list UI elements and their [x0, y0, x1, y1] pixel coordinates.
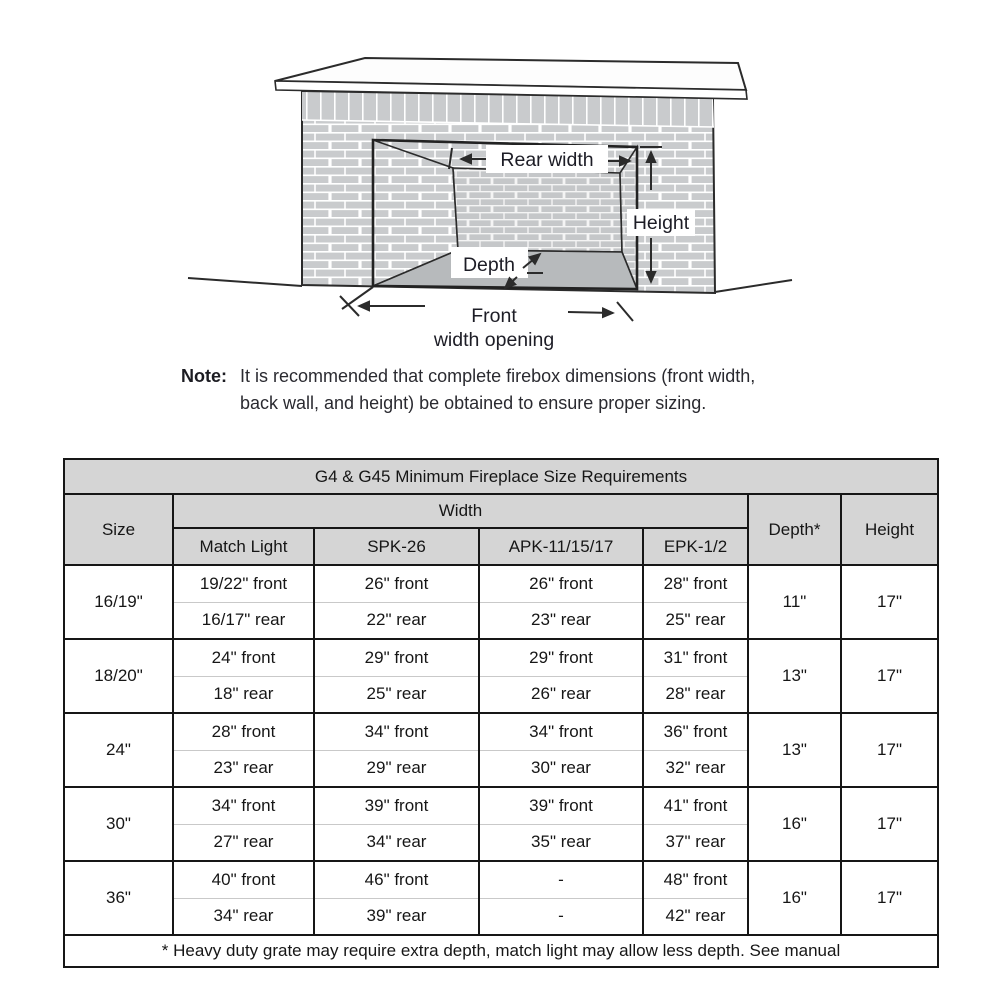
spk26-front-cell: 34" front — [314, 713, 479, 750]
apk-front-cell: 39" front — [479, 787, 643, 824]
table-row — [64, 639, 938, 676]
note-line2: back wall, and height) be obtained to ensure proper sizing. — [240, 393, 707, 413]
table-title: G4 & G45 Minimum Fireplace Size Requirements — [64, 459, 938, 494]
match-light-front-cell: 24" front — [173, 639, 314, 676]
epk-rear-cell: 25" rear — [643, 602, 748, 639]
depth-cell: 13" — [748, 639, 841, 713]
epk-rear-cell: 32" rear — [643, 750, 748, 787]
col-header-height: Height — [841, 494, 938, 565]
epk-front-cell: 28" front — [643, 565, 748, 602]
size-cell: 30" — [64, 787, 173, 861]
front-width-label-line2: width opening — [433, 329, 555, 351]
spk26-rear-cell: 29" rear — [314, 750, 479, 787]
height-label: Height — [632, 212, 690, 234]
epk-front-cell: 31" front — [643, 639, 748, 676]
spk26-rear-cell: 22" rear — [314, 602, 479, 639]
col-header-size: Size — [64, 494, 173, 565]
col-header-depth: Depth* — [748, 494, 841, 565]
size-cell: 24" — [64, 713, 173, 787]
front-width-right-arrow — [568, 312, 613, 313]
col-header-apk: APK-11/15/17 — [479, 528, 643, 565]
spk26-front-cell: 46" front — [314, 861, 479, 898]
col-header-match-light: Match Light — [173, 528, 314, 565]
match-light-rear-cell: 34" rear — [173, 898, 314, 935]
apk-front-cell: 26" front — [479, 565, 643, 602]
epk-front-cell: 41" front — [643, 787, 748, 824]
match-light-front-cell: 28" front — [173, 713, 314, 750]
height-cell: 17" — [841, 713, 938, 787]
match-light-rear-cell: 23" rear — [173, 750, 314, 787]
match-light-rear-cell: 16/17" rear — [173, 602, 314, 639]
note-block — [181, 363, 861, 417]
rear-width-label: Rear width — [500, 149, 594, 171]
match-light-rear-cell: 18" rear — [173, 676, 314, 713]
spk26-front-cell: 39" front — [314, 787, 479, 824]
note-label: Note: — [181, 366, 227, 386]
spk26-front-cell: 29" front — [314, 639, 479, 676]
depth-cell: 16" — [748, 787, 841, 861]
apk-front-cell: 34" front — [479, 713, 643, 750]
apk-front-cell: 29" front — [479, 639, 643, 676]
match-light-rear-cell: 27" rear — [173, 824, 314, 861]
col-header-spk26: SPK-26 — [314, 528, 479, 565]
firebox-back-wall — [453, 168, 622, 252]
spk26-rear-cell: 39" rear — [314, 898, 479, 935]
row-group-36 — [64, 861, 938, 935]
depth-cell: 16" — [748, 861, 841, 935]
fireplace-diagram — [180, 30, 800, 370]
table-row — [64, 861, 938, 898]
match-light-front-cell: 34" front — [173, 787, 314, 824]
table-row — [64, 565, 938, 602]
col-header-epk: EPK-1/2 — [643, 528, 748, 565]
height-cell: 17" — [841, 861, 938, 935]
epk-rear-cell: 28" rear — [643, 676, 748, 713]
front-width-label-line1: Front — [471, 305, 517, 327]
depth-cell: 13" — [748, 713, 841, 787]
col-header-width-group: Width — [173, 494, 748, 528]
spk26-front-cell: 26" front — [314, 565, 479, 602]
height-cell: 17" — [841, 639, 938, 713]
height-cell: 17" — [841, 787, 938, 861]
match-light-front-cell: 40" front — [173, 861, 314, 898]
note-line1: It is recommended that complete firebox dimensions (front width, — [240, 366, 756, 386]
note-text — [240, 363, 755, 417]
apk-rear-cell: 23" rear — [479, 602, 643, 639]
table-row — [64, 713, 938, 750]
size-cell: 36" — [64, 861, 173, 935]
row-group-24 — [64, 713, 938, 787]
table-footnote: * Heavy duty grate may require extra depth, match light may allow less depth. See manual — [64, 935, 938, 967]
size-cell: 16/19" — [64, 565, 173, 639]
apk-rear-cell: 35" rear — [479, 824, 643, 861]
depth-cell: 11" — [748, 565, 841, 639]
depth-label: Depth — [462, 254, 516, 276]
size-requirements-table — [63, 458, 939, 968]
row-group-16-19 — [64, 565, 938, 639]
table-row — [64, 787, 938, 824]
row-group-30 — [64, 787, 938, 861]
height-cell: 17" — [841, 565, 938, 639]
spk26-rear-cell: 25" rear — [314, 676, 479, 713]
epk-front-cell: 36" front — [643, 713, 748, 750]
epk-rear-cell: 37" rear — [643, 824, 748, 861]
apk-rear-cell: - — [479, 898, 643, 935]
row-group-18-20 — [64, 639, 938, 713]
match-light-front-cell: 19/22" front — [173, 565, 314, 602]
apk-rear-cell: 26" rear — [479, 676, 643, 713]
apk-front-cell: - — [479, 861, 643, 898]
apk-rear-cell: 30" rear — [479, 750, 643, 787]
spk26-rear-cell: 34" rear — [314, 824, 479, 861]
epk-rear-cell: 42" rear — [643, 898, 748, 935]
size-cell: 18/20" — [64, 639, 173, 713]
front-width-dimension — [340, 296, 633, 351]
epk-front-cell: 48" front — [643, 861, 748, 898]
